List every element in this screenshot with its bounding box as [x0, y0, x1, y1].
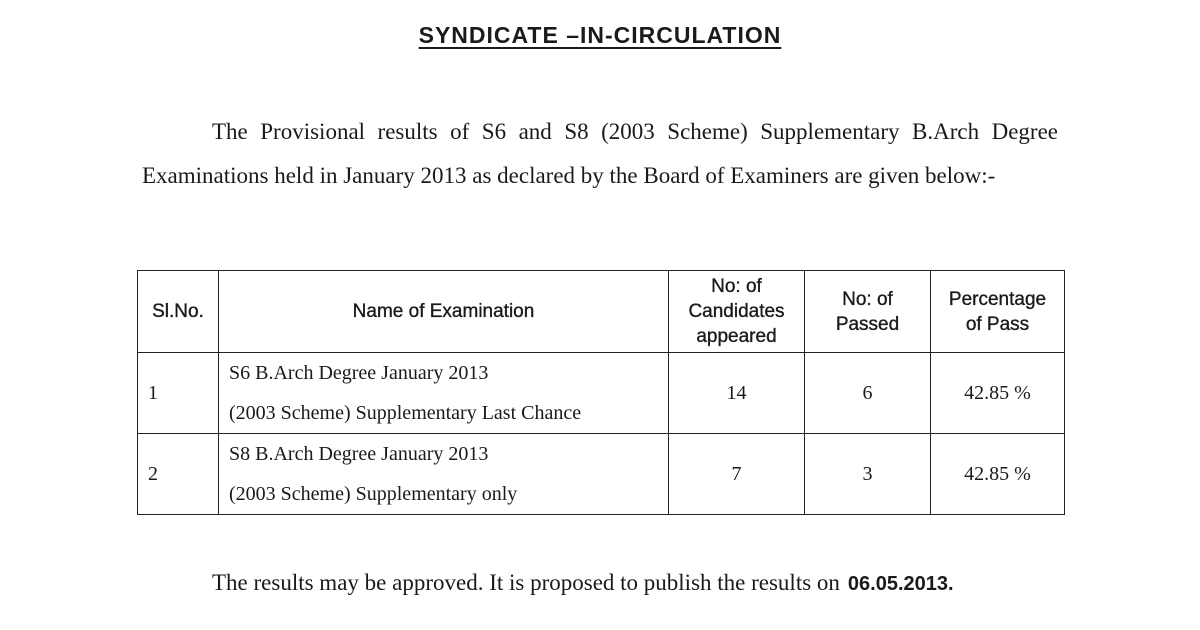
- header-candidates: [669, 271, 805, 353]
- publish-date: 06.05.2013.: [847, 573, 954, 595]
- results-table: [137, 270, 1065, 515]
- table-header-row: [138, 271, 1065, 353]
- exam-name-line1: S8 B.Arch Degree January 2013: [229, 443, 489, 465]
- header-sl-no: Sl.No.: [138, 271, 219, 353]
- document-title-text: SYNDICATE –IN-CIRCULATION: [418, 22, 782, 48]
- header-percentage-line1: Percentage: [948, 288, 1047, 310]
- header-passed-line2: Passed: [835, 313, 900, 335]
- footer-text: The results may be approved. It is proposed to publish the results on: [212, 570, 840, 595]
- header-percentage-line2: of Pass: [965, 313, 1030, 335]
- cell-percentage: 42.85 %: [931, 353, 1065, 434]
- footer-note: [212, 570, 954, 596]
- cell-candidates: 7: [669, 434, 805, 515]
- header-exam-name: Name of Examination: [219, 271, 669, 353]
- table-row: [138, 353, 1065, 434]
- cell-candidates: 14: [669, 353, 805, 434]
- header-candidates-line1: No: of: [711, 276, 762, 297]
- header-passed: [805, 271, 931, 353]
- exam-name-line1: S6 B.Arch Degree January 2013: [229, 362, 489, 384]
- header-candidates-line3: appeared: [696, 326, 777, 347]
- cell-exam-name: [219, 353, 669, 434]
- exam-name-line2: (2003 Scheme) Supplementary Last Chance: [229, 402, 582, 424]
- document-title: [0, 22, 1200, 49]
- cell-exam-name: [219, 434, 669, 515]
- cell-percentage: 42.85 %: [931, 434, 1065, 515]
- cell-passed: 3: [805, 434, 931, 515]
- header-candidates-line2: Candidates: [688, 301, 785, 322]
- cell-passed: 6: [805, 353, 931, 434]
- header-passed-line1: No: of: [842, 288, 893, 310]
- intro-paragraph: The Provisional results of S6 and S8 (2003 Scheme) Supplementary B.Arch Degree Examinations held in January 2013 as declared by the Board of Examiners are given below:-: [142, 119, 1058, 188]
- table-row: [138, 434, 1065, 515]
- header-percentage: [931, 271, 1065, 353]
- cell-sl-no: 2: [138, 434, 219, 515]
- cell-sl-no: 1: [138, 353, 219, 434]
- exam-name-line2: (2003 Scheme) Supplementary only: [229, 483, 518, 505]
